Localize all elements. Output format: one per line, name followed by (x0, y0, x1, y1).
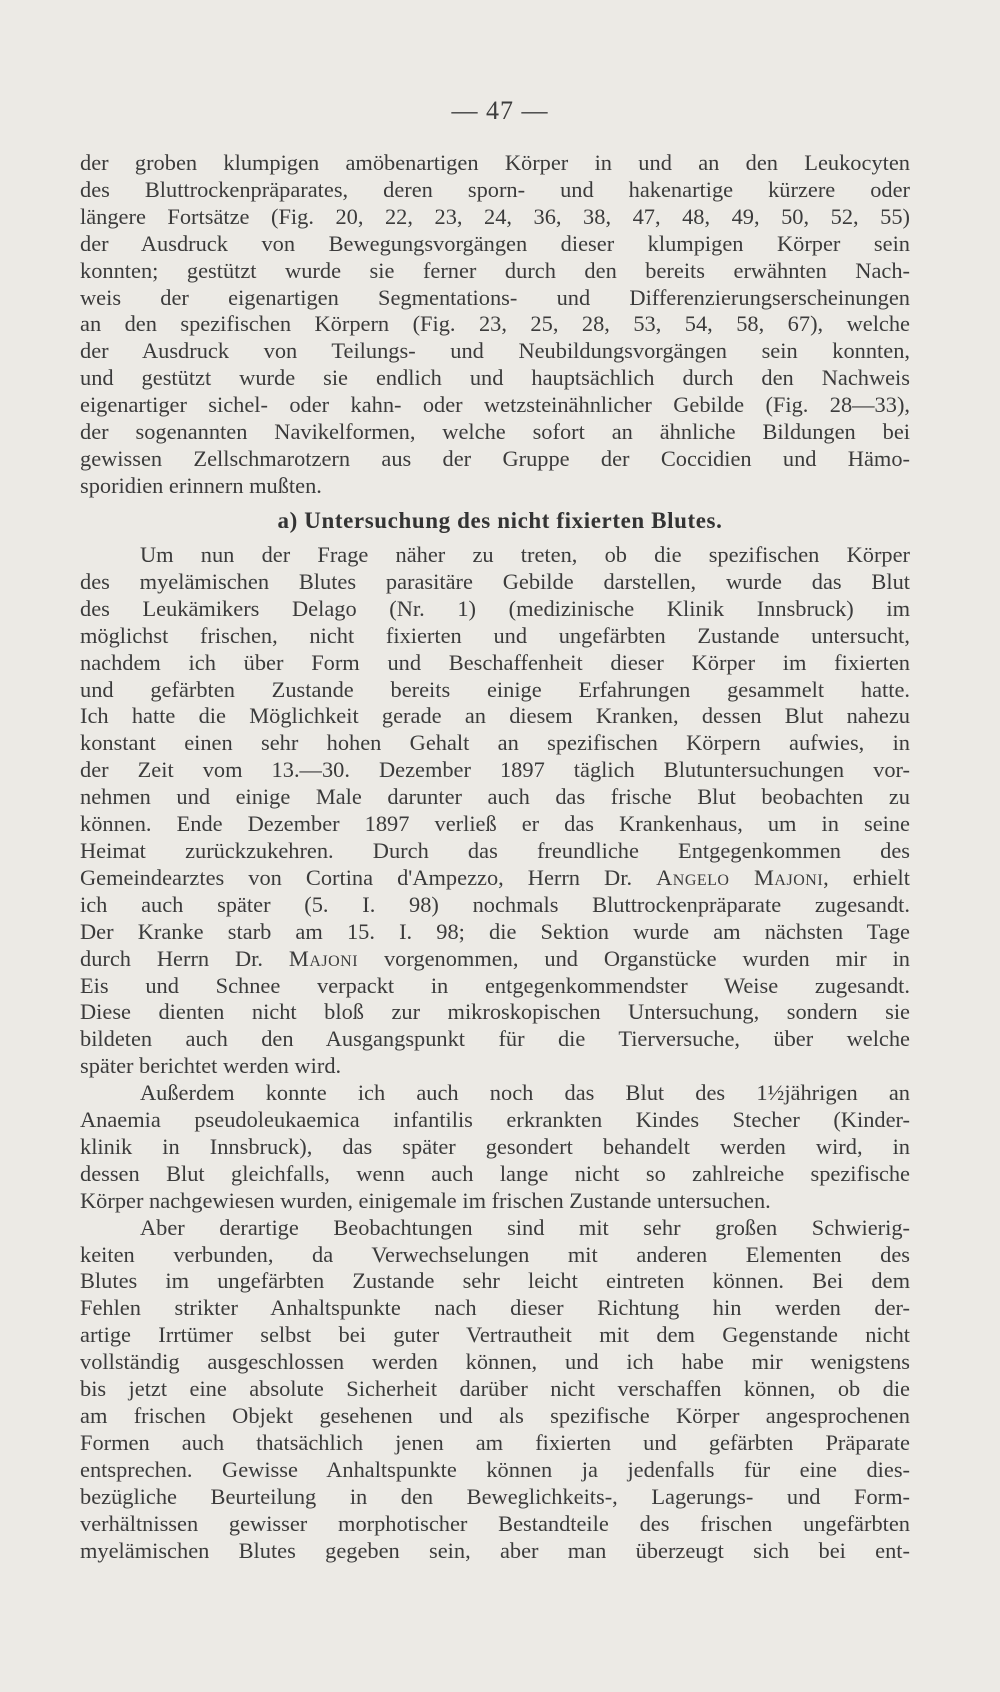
text-line: klinik in Innsbruck), das später gesondert behandelt werden wird, in (80, 1133, 910, 1159)
text-line: artige Irrtümer selbst bei guter Vertrautheit mit dem Gegenstande nicht (80, 1322, 910, 1348)
text-line: am frischen Objekt gesehenen und als spezifische Körper angesprochenen (80, 1403, 910, 1428)
text-line: an den spezifischen Körpern (Fig. 23, 25, 28, 53, 54, 58, 67), welche (80, 311, 910, 337)
text-line: Fehlen strikter Anhaltspunkte nach dieser Richtung hin werden der- (80, 1295, 910, 1321)
text-line: des myelämischen Blutes parasitäre Gebilde darstellen, wurde das Blut (80, 568, 910, 594)
text-line: Der Kranke starb am 15. I. 98; die Sektion wurde am nächsten Tage (80, 918, 910, 944)
text-line: Eis und Schnee verpackt in entgegenkommendster Weise zugesandt. (80, 972, 910, 998)
text-line: konnten; gestützt wurde sie ferner durch den bereits erwähnten Nach- (80, 257, 910, 283)
text-line: vollständig ausgeschlossen werden können, und ich habe mir wenigstens (80, 1349, 910, 1375)
text-line: der Zeit vom 13.—30. Dezember 1897 täglich Blutuntersuchungen vor- (80, 757, 910, 783)
text-line: der groben klumpigen amöbenartigen Körper in und an den Leukocyten (80, 150, 910, 175)
text-line: der Ausdruck von Teilungs- und Neubildungsvorgängen sein konnten, (80, 338, 910, 364)
text-line: nachdem ich über Form und Beschaffenheit dieser Körper im fixierten (80, 649, 910, 675)
person-name: Majoni (288, 945, 359, 971)
text-line: myelämischen Blutes gegeben sein, aber man überzeugt sich bei ent- (80, 1537, 910, 1563)
text-line (80, 946, 910, 973)
page-number: — 47 — (451, 96, 549, 125)
text-line: Ich hatte die Möglichkeit gerade an diesem Kranken, dessen Blut nahezu (80, 703, 910, 729)
text-line: längere Fortsätze (Fig. 20, 22, 23, 24, 36, 38, 47, 48, 49, 50, 52, 55) (80, 203, 910, 229)
text-line: Blutes im ungefärbten Zustande sehr leicht eintreten können. Bei dem (80, 1268, 910, 1294)
text-line: bildeten auch den Ausgangspunkt für die Tierversuche, über welche (80, 1026, 910, 1052)
text-line: konstant einen sehr hohen Gehalt an spezifischen Körpern aufwies, in (80, 730, 910, 756)
paragraph-1 (80, 150, 910, 500)
text-line: Körper nachgewiesen wurden, einigemale im frischen Zustande untersuchen. (80, 1187, 771, 1213)
text-line: Aber derartige Beobachtungen sind mit sehr großen Schwierig- (140, 1214, 910, 1240)
text-line: bezügliche Beurteilung in den Beweglichkeits-, Lagerungs- und Form- (80, 1483, 910, 1509)
text-line (80, 865, 910, 892)
text-line: möglichst frischen, nicht fixierten und ungefärbten Zustande untersucht, (80, 622, 910, 648)
text-line: und gestützt wurde sie endlich und hauptsächlich durch den Nachweis (80, 365, 910, 391)
text-line: dessen Blut gleichfalls, wenn auch lange nicht so zahlreiche spezifische (80, 1160, 910, 1186)
text-line: Heimat zurückzukehren. Durch das freundliche Entgegenkommen des (80, 837, 910, 863)
text-line: Außerdem konnte ich auch noch das Blut des 1½jährigen an (140, 1080, 910, 1106)
text-line: keiten verbunden, da Verwechselungen mit anderen Elementen des (80, 1241, 910, 1267)
text-line: des Bluttrockenpräparates, deren sporn- und hakenartige kürzere oder (80, 176, 910, 202)
text-line: Formen auch thatsächlich jenen am fixierten und gefärbten Präparate (80, 1429, 910, 1455)
text-line: bis jetzt eine absolute Sicherheit darüber nicht verschaffen können, ob die (80, 1376, 910, 1402)
text-line: gewissen Zellschmarotzern aus der Gruppe der Coccidien und Hämo- (80, 445, 910, 471)
text-line: verhältnissen gewisser morphotischer Bestandteile des frischen ungefärbten (80, 1510, 910, 1536)
text-line: Anaemia pseudoleukaemica infantilis erkrankten Kindes Stecher (Kinder- (80, 1107, 910, 1133)
text-line: später berichtet werden wird. (80, 1053, 342, 1079)
text-line: Diese dienten nicht bloß zur mikroskopischen Untersuchung, sondern sie (80, 999, 910, 1025)
text-line: des Leukämikers Delago (Nr. 1) (medizinische Klinik Innsbruck) im (80, 595, 910, 621)
text-line: können. Ende Dezember 1897 verließ er das Krankenhaus, um in seine (80, 811, 910, 837)
text-line: nehmen und einige Male darunter auch das frische Blut beobachten zu (80, 784, 910, 810)
text-span: , erhielt (823, 864, 910, 890)
text-line: und gefärbten Zustande bereits einige Erfahrungen gesammelt hatte. (80, 676, 910, 702)
text-line: der Ausdruck von Bewegungsvorgängen dieser klumpigen Körper sein (80, 230, 910, 256)
text-span: Gemeindearztes von Cortina d'Ampezzo, Herrn Dr. (80, 864, 657, 890)
text-line: entsprechen. Gewisse Anhaltspunkte können ja jedenfalls für eine dies- (80, 1456, 910, 1482)
text-line: sporidien erinnern mußten. (80, 472, 322, 498)
text-line: der sogenannten Navikelformen, welche sofort an ähnliche Bildungen bei (80, 419, 910, 445)
text-line: Um nun der Frage näher zu treten, ob die spezifischen Körper (140, 542, 910, 567)
text-span: vorgenommen, und Organstücke wurden mir in (358, 945, 910, 971)
section-heading: a) Untersuchung des nicht fixierten Blutes. (277, 508, 723, 533)
text-line: ich auch später (5. I. 98) nochmals Bluttrockenpräparate zugesandt. (80, 891, 910, 917)
paragraph-2 (80, 542, 910, 1564)
text-line: eigenartiger sichel- oder kahn- oder wetzsteinähnlicher Gebilde (Fig. 28—33), (80, 392, 910, 418)
text-line: weis der eigenartigen Segmentations- und Differenzierungserscheinungen (80, 284, 910, 310)
person-name: Angelo Majoni (656, 864, 824, 890)
text-span: durch Herrn Dr. (80, 945, 289, 971)
